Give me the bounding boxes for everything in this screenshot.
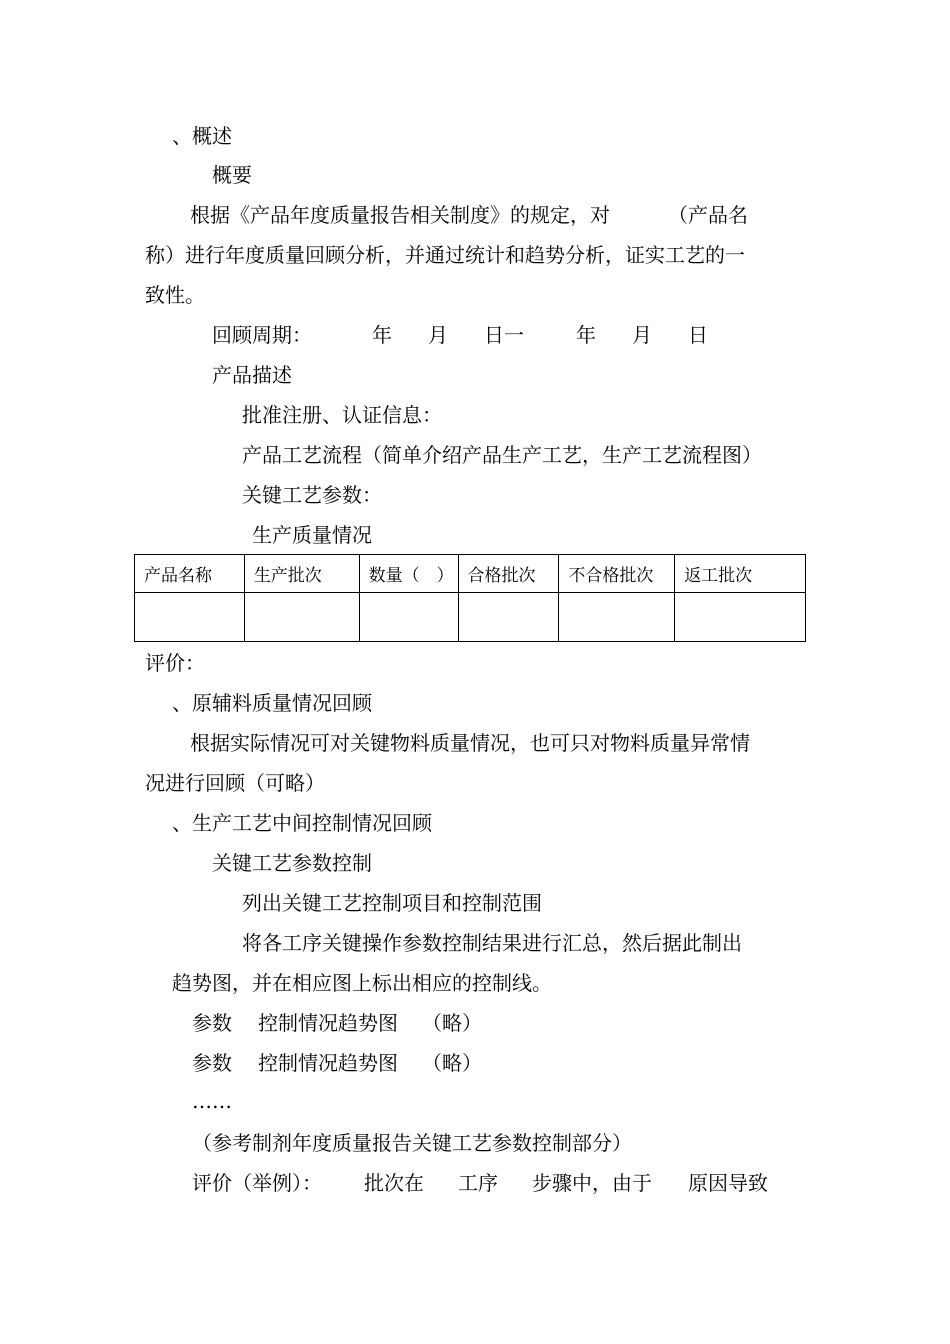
section-overview-heading: 、概述 xyxy=(172,124,232,148)
production-quality-heading: 生产质量情况 xyxy=(252,523,372,547)
summary-text-a: 根据《产品年度质量报告相关制度》的规定，对 xyxy=(190,203,610,227)
approval-info: 批准注册、认证信息： xyxy=(242,403,442,427)
table-header-cell: 数量（ ） xyxy=(359,555,458,593)
review-year-1: 年 xyxy=(372,323,392,347)
table-cell xyxy=(244,593,359,642)
table-header-cell: 生产批次 xyxy=(244,555,359,593)
table-cell xyxy=(359,593,458,642)
table-row xyxy=(135,593,806,642)
param-label: 参数 xyxy=(192,1011,232,1035)
eval-example-part4: 原因导致 xyxy=(688,1171,768,1195)
section-materials-heading: 、原辅料质量情况回顾 xyxy=(172,691,372,715)
evaluation-example xyxy=(192,1170,768,1196)
trend-summary-line2: 趋势图，并在相应图上标出相应的控制线。 xyxy=(172,971,552,995)
production-quality-table xyxy=(134,554,806,642)
review-month-2: 月 xyxy=(632,323,652,347)
table-header-cell: 产品名称 xyxy=(135,555,245,593)
trend-summary-line1: 将各工序关键操作参数控制结果进行汇总，然后据此制出 xyxy=(242,931,742,955)
summary-paragraph-line2: 称）进行年度质量回顾分析，并通过统计和趋势分析，证实工艺的一 xyxy=(145,243,745,267)
review-month-1: 月 xyxy=(428,323,448,347)
review-day-1: 日一 xyxy=(484,323,524,347)
param-label: 参数 xyxy=(192,1051,232,1075)
evaluation-label: 评价： xyxy=(145,651,205,675)
table-header-cell: 合格批次 xyxy=(458,555,559,593)
param-row xyxy=(192,1050,482,1076)
summary-heading: 概要 xyxy=(212,163,252,187)
eval-example-part2: 工序 xyxy=(458,1171,498,1195)
param-row xyxy=(192,1010,482,1036)
table-cell xyxy=(458,593,559,642)
eval-example-part1: 批次在 xyxy=(364,1171,424,1195)
ellipsis: …… xyxy=(192,1089,232,1113)
eval-example-part3: 步骤中，由于 xyxy=(532,1171,652,1195)
table-header-cell: 不合格批次 xyxy=(559,555,675,593)
key-param-control-heading: 关键工艺参数控制 xyxy=(212,851,372,875)
table-cell xyxy=(559,593,675,642)
reference-note: （参考制剂年度质量报告关键工艺参数控制部分） xyxy=(192,1131,632,1155)
review-period-label: 回顾周期： xyxy=(212,323,312,347)
section-ipc-heading: 、生产工艺中间控制情况回顾 xyxy=(172,811,432,835)
product-description-heading: 产品描述 xyxy=(212,363,292,387)
materials-paragraph-line2: 况进行回顾（可略） xyxy=(145,771,325,795)
summary-paragraph-line1 xyxy=(190,202,748,228)
review-period xyxy=(212,322,708,348)
control-items-line: 列出关键工艺控制项目和控制范围 xyxy=(242,891,542,915)
param-omitted: （略） xyxy=(422,1011,482,1035)
summary-paragraph-line3: 致性。 xyxy=(145,283,205,307)
param-chart-label: 控制情况趋势图 xyxy=(258,1011,398,1035)
table-header-cell: 返工批次 xyxy=(675,555,806,593)
table-header-row xyxy=(135,555,806,593)
process-flow: 产品工艺流程（简单介绍产品生产工艺，生产工艺流程图） xyxy=(242,443,762,467)
eval-example-label: 评价（举例）： xyxy=(192,1171,322,1195)
table-cell xyxy=(135,593,245,642)
param-chart-label: 控制情况趋势图 xyxy=(258,1051,398,1075)
review-year-2: 年 xyxy=(576,323,596,347)
materials-paragraph-line1: 根据实际情况可对关键物料质量情况，也可只对物料质量异常情 xyxy=(190,731,750,755)
key-params-label: 关键工艺参数： xyxy=(242,483,382,507)
table-cell xyxy=(675,593,806,642)
param-omitted: （略） xyxy=(422,1051,482,1075)
summary-text-b: （产品名 xyxy=(668,203,748,227)
review-day-2: 日 xyxy=(688,323,708,347)
